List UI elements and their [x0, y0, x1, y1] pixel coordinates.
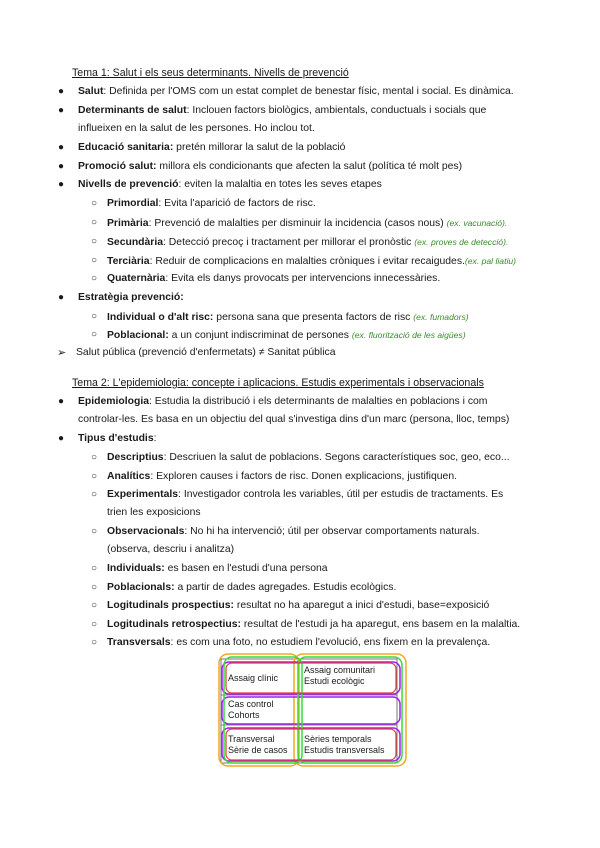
term-secundaria: Secundària	[107, 237, 164, 248]
list-item-observacionals	[107, 525, 480, 539]
text-descriptius: : Descriuen la salut de poblacions. Segons característiques soc, geo, eco...	[163, 452, 510, 463]
term-promocio: Promoció salut:	[78, 161, 157, 172]
text-primordial: : Evita l'aparició de factors de risc.	[158, 198, 316, 209]
text-primaria: : Prevenció de malalties per disminuir la incidencia (casos nous)	[148, 218, 447, 229]
list-item-promocio	[78, 160, 462, 174]
bullet-icon: ●	[58, 292, 65, 303]
circle-bullet-icon: ○	[91, 526, 98, 537]
circle-bullet-icon: ○	[91, 600, 98, 611]
text-experimentals: : Investigador controla les variables, útil per estudis de tractaments. Es	[178, 489, 504, 500]
list-item-descriptius	[107, 451, 510, 465]
list-item-individuals	[107, 562, 328, 576]
text-promocio: millora els condicionants que afecten la salut (política té molt pes)	[156, 161, 463, 172]
term-logit-retrospectius: Logitudinals retrospectius:	[107, 619, 241, 630]
term-individuals: Individuals:	[107, 563, 165, 574]
list-item-primordial	[107, 197, 316, 211]
term-nivells: Nivells de prevenció	[78, 179, 179, 190]
list-item-quaternaria	[107, 272, 440, 286]
list-item-estrategia	[78, 291, 184, 305]
circle-bullet-icon: ○	[91, 198, 98, 209]
example-individual: (ex. fumadors)	[413, 312, 469, 322]
list-item-salut	[78, 85, 514, 99]
bullet-icon: ●	[58, 105, 65, 116]
text-educacio: pretén millorar la salut de la població	[173, 142, 346, 153]
text-analitics: : Exploren causes i factors de risc. Donen explicacions, justifiquen.	[150, 471, 457, 482]
text-determinants: : Inclouen factors biològics, ambientals, conductuals i socials que	[186, 105, 487, 116]
list-item-secundaria	[107, 235, 508, 250]
circle-bullet-icon: ○	[91, 217, 98, 228]
tema1-title: Tema 1: Salut i els seus determinants. Nivells de prevenció	[72, 67, 349, 79]
cell-series-temporals: Sèries temporals	[304, 734, 372, 744]
list-item-logit-prospectius	[107, 599, 489, 613]
list-item-primaria	[107, 216, 507, 231]
term-terciaria: Terciària	[107, 256, 150, 267]
list-item-individual	[107, 310, 469, 325]
list-item-terciaria	[107, 254, 516, 269]
list-item-poblacionals	[107, 581, 396, 595]
text-observacionals: : No hi ha intervenció; útil per observar comportaments naturals.	[184, 526, 480, 537]
text-salut: : Definida per l'OMS com un estat complet de benestar físic, mental i social. Es dinàmica.	[103, 86, 514, 97]
list-item-educacio	[78, 141, 345, 155]
circle-bullet-icon: ○	[91, 236, 98, 247]
example-secundaria: (ex. proves de detecció).	[414, 237, 509, 247]
text-individual: persona sana que presenta factors de risc	[213, 312, 414, 323]
list-item-logit-retrospectius	[107, 618, 520, 632]
circle-bullet-icon: ○	[91, 273, 98, 284]
cell-transversal: Transversal	[228, 734, 275, 744]
bullet-icon: ●	[58, 396, 65, 407]
cell-assaig-clinic: Assaig clínic	[228, 673, 279, 683]
text-transversals: : es com una foto, no estudiem l'evolució, ens fixem en la prevalença.	[170, 637, 491, 648]
arrow-bullet-icon: ➢	[57, 347, 67, 359]
text-terciaria: : Reduir de complicacions en malalties cròniques i evitar recaigudes.	[149, 256, 465, 267]
text-observacionals-cont: (observa, descriu i analitza)	[107, 544, 235, 555]
term-transversals: Transversals	[107, 637, 171, 648]
text-secundaria: : Detecció precoç i tractament per millorar el pronòstic	[163, 237, 415, 248]
text-experimentals-cont: trien les exposicions	[107, 507, 201, 518]
text-determinants-cont: influeixen en la salut de les persones. Ho inclou tot.	[78, 123, 315, 134]
term-salut: Salut	[78, 86, 104, 97]
term-experimentals: Experimentals	[107, 489, 179, 500]
term-poblacionals: Poblacionals:	[107, 582, 175, 593]
text-nivells: : eviten la malaltia en totes les seves etapes	[178, 179, 382, 190]
bullet-icon: ●	[58, 161, 65, 172]
example-poblacional: (ex. fluorització de les aigües)	[351, 330, 466, 340]
term-estrategia: Estratègia prevenció:	[78, 292, 184, 303]
list-item-experimentals	[107, 488, 503, 502]
cell-cohorts: Cohorts	[228, 710, 260, 720]
list-item-epidemiologia	[78, 395, 487, 409]
term-tipus: Tipus d'estudis	[78, 433, 154, 444]
list-item-tipus	[78, 432, 157, 446]
term-analitics: Analítics	[107, 471, 151, 482]
circle-bullet-icon: ○	[91, 329, 98, 340]
text-tipus: :	[153, 433, 157, 444]
circle-bullet-icon: ○	[91, 452, 98, 463]
bullet-icon: ●	[58, 179, 65, 190]
term-quaternaria: Quaternària	[107, 273, 166, 284]
text-logit-prospectius: resultat no ha aparegut a inici d'estudi, base=exposició	[234, 600, 490, 611]
term-observacionals: Observacionals	[107, 526, 185, 537]
term-determinants: Determinants de salut	[78, 105, 187, 116]
list-item-determinants	[78, 104, 486, 118]
cell-assaig-comunitari: Assaig comunitari	[304, 665, 376, 675]
text-epidemiologia-cont: controlar-les. Es basa en un objectiu del qual s'investiga dins d'un marc (persona, lloc, temps)	[78, 414, 510, 425]
circle-bullet-icon: ○	[91, 619, 98, 630]
salut-publica-note: Salut pública (prevenció d'enfermetats) ≠ Sanitat pública	[76, 347, 336, 358]
text-logit-retrospectius: resultat de l'estudi ja ha aparegut, ens basem en la malaltia.	[240, 619, 521, 630]
circle-bullet-icon: ○	[91, 311, 98, 322]
circle-bullet-icon: ○	[91, 637, 98, 648]
text-individuals: es basen en l'estudi d'una persona	[164, 563, 328, 574]
term-poblacional: Poblacional:	[107, 330, 169, 341]
term-epidemiologia: Epidemiologia	[78, 396, 150, 407]
cell-serie-de-casos: Sèrie de casos	[228, 745, 288, 755]
term-individual: Individual o d'alt risc:	[107, 312, 214, 323]
example-terciaria: (ex. pal liatiu)	[464, 256, 517, 266]
tema2-title: Tema 2: L'epidemiologia: concepte i aplicacions. Estudis experimentals i observacionals	[72, 377, 484, 389]
text-epidemiologia: : Estudia la distribució i els determinants de malalties en poblacions i com	[149, 396, 488, 407]
bullet-icon: ●	[58, 86, 65, 97]
study-types-diagram	[218, 653, 408, 768]
circle-bullet-icon: ○	[91, 582, 98, 593]
circle-bullet-icon: ○	[91, 255, 98, 266]
term-primordial: Primordial	[107, 198, 159, 209]
bullet-icon: ●	[58, 433, 65, 444]
term-educacio: Educació sanitaria:	[78, 142, 174, 153]
cell-cas-control: Cas control	[228, 699, 274, 709]
list-item-transversals	[107, 636, 490, 650]
list-item-analitics	[107, 470, 457, 484]
circle-bullet-icon: ○	[91, 471, 98, 482]
cell-estudi-ecologic: Estudi ecològic	[304, 676, 365, 686]
list-item-nivells	[78, 178, 382, 192]
cell-estudis-transversals: Estudis transversals	[304, 745, 385, 755]
bullet-icon: ●	[58, 142, 65, 153]
circle-bullet-icon: ○	[91, 489, 98, 500]
term-logit-prospectius: Logitudinals prospectius:	[107, 600, 235, 611]
circle-bullet-icon: ○	[91, 563, 98, 574]
term-primaria: Primària	[107, 218, 149, 229]
text-poblacionals: a partir de dades agregades. Estudis ecològics.	[174, 582, 397, 593]
text-quaternaria: : Evita els danys provocats per intervencions innecessàries.	[165, 273, 441, 284]
text-poblacional: a un conjunt indiscriminat de persones	[168, 330, 352, 341]
term-descriptius: Descriptius	[107, 452, 164, 463]
example-primaria: (ex. vacunació).	[446, 218, 508, 228]
list-item-poblacional	[107, 328, 466, 343]
